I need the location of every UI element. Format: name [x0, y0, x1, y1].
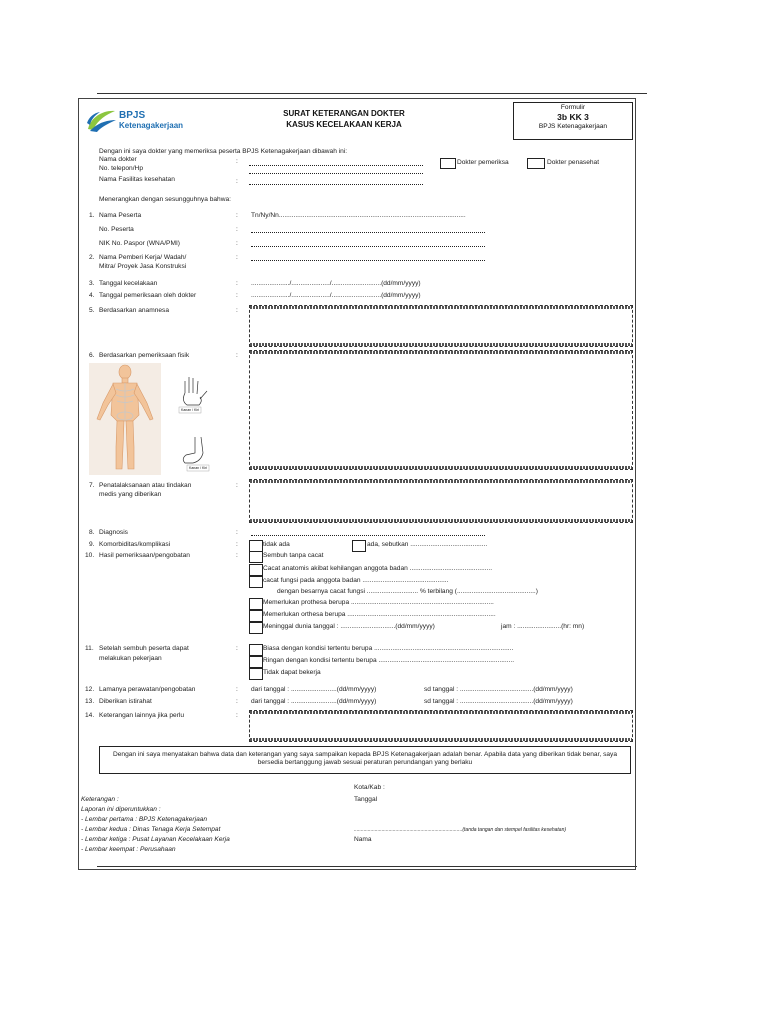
- item-number: 1.: [89, 212, 95, 219]
- fisik-textarea[interactable]: [249, 350, 633, 470]
- meninggal-checkbox[interactable]: [249, 622, 263, 634]
- colon: :: [236, 254, 238, 261]
- biasa-checkbox[interactable]: [249, 644, 263, 656]
- colon: :: [236, 352, 238, 359]
- lamanya-dari-field[interactable]: dari tanggal : .........................(dd/mm/yyyy): [251, 686, 377, 693]
- label-nik: NIK No. Paspor (WNA/PMI): [99, 240, 180, 247]
- colon: :: [236, 280, 238, 287]
- label-anamnesa: Berdasarkan anamnesa: [99, 307, 170, 314]
- item-number: 2.: [89, 254, 95, 261]
- item-number: 3.: [89, 280, 95, 287]
- item-number: 4.: [89, 292, 95, 299]
- anatomis-checkbox[interactable]: [249, 564, 263, 576]
- label-sembuh: Sembuh tanpa cacat: [263, 552, 324, 559]
- label-penatalaksanaan-2: medis yang diberikan: [99, 491, 162, 498]
- item-number: 10.: [85, 552, 95, 559]
- label-pemberi-kerja: Nama Pemberi Kerja/ Wadah/: [99, 254, 187, 261]
- label-pemberi-kerja-2: Mitra/ Proyek Jasa Konstruksi: [99, 263, 187, 270]
- intro-line: Dengan ini saya dokter yang memeriksa peserta BPJS Ketenagakerjaan dibawah ini:: [99, 148, 348, 155]
- footer-kota: Kota/Kab :: [354, 784, 385, 791]
- label-ada-sebutkan: ada, sebutkan ..........................................: [367, 541, 488, 548]
- label-komorbiditas: Komorbiditas/komplikasi: [99, 541, 171, 548]
- colon: :: [236, 178, 238, 185]
- top-rule: [97, 93, 647, 94]
- penatalaksanaan-textarea[interactable]: [249, 479, 633, 523]
- form-code-box: [513, 102, 633, 140]
- nama-dokter-field[interactable]: [249, 165, 423, 166]
- tidak-dapat-checkbox[interactable]: [249, 668, 263, 680]
- label-orthesa: Memerlukan orthesa berupa .................................................................................: [263, 611, 496, 618]
- label-dokter-pemeriksa: Dokter pemeriksa: [457, 159, 509, 166]
- footer-lembar-4: - Lembar keempat : Perusahaan: [81, 846, 176, 853]
- footer-keterangan: Keterangan :: [81, 796, 119, 803]
- colon: :: [236, 552, 238, 559]
- colon: :: [236, 240, 238, 247]
- dokter-penasehat-checkbox[interactable]: [527, 158, 545, 169]
- label-penatalaksanaan: Penatalaksanaan atau tindakan: [99, 482, 192, 489]
- tgl-pemeriksaan-field[interactable]: ...................../...................../...........................(dd/mm/yyyy): [251, 292, 421, 299]
- tgl-kecelakaan-field[interactable]: ...................../...................../...........................(dd/mm/yyyy): [251, 280, 421, 287]
- keterangan-lain-textarea[interactable]: [249, 710, 633, 742]
- item-number: 11.: [85, 645, 94, 652]
- label-hasil: Hasil pemeriksaan/pengobatan: [99, 552, 190, 559]
- colon: :: [236, 292, 238, 299]
- statement-box: [99, 746, 631, 774]
- title-line-1: SURAT KETERANGAN DOKTER: [283, 109, 405, 118]
- label-keterangan-lain: Keterangan lainnya jika perlu: [99, 712, 185, 719]
- footer-tanggal: Tanggal: [354, 796, 378, 803]
- item-number: 14.: [85, 712, 95, 719]
- label-tidak-ada: tidak ada: [263, 541, 290, 548]
- label-nama-peserta: Nama Peserta: [99, 212, 142, 219]
- label-fungsi: cacat fungsi pada anggota badan ...............................................: [263, 577, 449, 584]
- bpjs-logo-icon: [85, 107, 117, 133]
- label-fisik: Berdasarkan pemeriksaan fisik: [99, 352, 190, 359]
- item-number: 8.: [89, 529, 95, 536]
- footer-ttd: ..............................................................................(tanda tangan dan stempel fasilitas kesehatan): [354, 827, 567, 833]
- form-code: 3b KK 3: [557, 112, 589, 122]
- label-dokter-penasehat: Dokter penasehat: [547, 159, 600, 166]
- nik-field[interactable]: [251, 246, 485, 247]
- form-title: [259, 108, 429, 130]
- anamnesa-textarea[interactable]: [249, 305, 633, 347]
- footer-laporan: Laporan ini diperuntukkan :: [81, 806, 161, 813]
- diagnosis-field[interactable]: [251, 535, 485, 536]
- telepon-field[interactable]: [249, 173, 423, 174]
- statement-text: Dengan ini saya menyatakan bahwa data dan keterangan yang saya sampaikan kepada BPJS Ketenagakerjaan adalah benar. Apabila data yang diberikan tidak benar, saya bersedia bertanggung jawab sesuai peraturan perundangan yang berlaku: [112, 751, 618, 766]
- label-diagnosis: Diagnosis: [99, 529, 128, 536]
- label-istirahat: Diberikan istirahat: [99, 698, 152, 705]
- faskes-field[interactable]: [249, 184, 423, 185]
- colon: :: [236, 212, 238, 219]
- nama-peserta-field[interactable]: Tn/Ny/Nn......................................................................................................: [251, 212, 466, 219]
- fungsi-checkbox[interactable]: [249, 576, 263, 588]
- sembuh-checkbox[interactable]: [249, 551, 263, 563]
- ada-checkbox[interactable]: [352, 540, 366, 552]
- item-number: 9.: [89, 541, 95, 548]
- prothesa-checkbox[interactable]: [249, 598, 263, 610]
- colon: :: [236, 686, 238, 693]
- item-number: 13.: [85, 698, 95, 705]
- label-nama-dokter: Nama dokter: [99, 156, 137, 163]
- label-tgl-kecelakaan: Tanggal kecelakaan: [99, 280, 158, 287]
- body-diagram: [89, 363, 229, 475]
- item-number: 7.: [89, 482, 95, 489]
- label-ringan: Ringan dengan kondisi tertentu berupa ..........................................................................: [263, 657, 515, 664]
- title-line-2: KASUS KECELAKAAN KERJA: [286, 120, 402, 129]
- kanan-kiri-label: Kanan / Kiri: [181, 408, 200, 412]
- colon: :: [236, 226, 238, 233]
- colon: :: [236, 158, 238, 165]
- lamanya-sd-field[interactable]: sd tanggal : ........................................(dd/mm/yyyy): [424, 686, 573, 693]
- kanan-kiri-label: Kanan / Kiri: [189, 466, 208, 470]
- menerangkan-line: Menerangkan dengan sesungguhnya bahwa:: [99, 196, 231, 203]
- no-peserta-field[interactable]: [251, 232, 485, 233]
- item-number: 6.: [89, 352, 95, 359]
- label-besarnya: dengan besarnya cacat fungsi ............................ % terbilang (...........................................): [277, 588, 538, 595]
- colon: :: [236, 541, 238, 548]
- form-label: Formulir: [560, 104, 586, 111]
- colon: :: [236, 712, 238, 719]
- footer-lembar-2: - Lembar kedua : Dinas Tenaga Kerja Setempat: [81, 826, 221, 833]
- label-tgl-pemeriksaan: Tanggal pemeriksaan oleh dokter: [99, 292, 197, 299]
- label-lamanya: Lamanya perawatan/pengobatan: [99, 686, 196, 693]
- body-diagram-icon: [89, 363, 229, 475]
- label-tidak-dapat: Tidak dapat bekerja: [263, 669, 321, 676]
- label-jam: jam : ........................(hr: mn): [501, 623, 585, 630]
- logo-text-ketenagakerjaan: Ketenagakerjaan: [119, 121, 184, 130]
- colon: :: [236, 645, 238, 652]
- item-number: 12.: [85, 686, 95, 693]
- label-setelah-sembuh: Setelah sembuh peserta dapat: [99, 645, 189, 652]
- label-anatomis: Cacat anatomis akibat kehilangan anggota badan .............................................: [263, 565, 493, 572]
- colon: :: [236, 698, 238, 705]
- item-number: 5.: [89, 307, 95, 314]
- orthesa-checkbox[interactable]: [249, 610, 263, 622]
- pemberi-kerja-field[interactable]: [251, 260, 485, 261]
- dokter-pemeriksa-checkbox[interactable]: [440, 158, 456, 169]
- bpjs-logo: [85, 107, 235, 133]
- footer-lembar-1: - Lembar pertama : BPJS Ketenagakerjaan: [81, 816, 208, 823]
- ringan-checkbox[interactable]: [249, 656, 263, 668]
- label-faskes: Nama Fasilitas kesehatan: [99, 176, 175, 183]
- istirahat-dari-field[interactable]: dari tanggal : .........................(dd/mm/yyyy): [251, 698, 377, 705]
- logo-text-bpjs: BPJS: [119, 110, 146, 121]
- label-no-peserta: No. Peserta: [99, 226, 134, 233]
- footer-lembar-3: - Lembar ketiga : Pusat Layanan Kecelakaan Kerja: [81, 836, 230, 843]
- footer-nama: Nama: [354, 836, 372, 843]
- form-org: BPJS Ketenagakerjaan: [538, 123, 608, 130]
- colon: :: [236, 307, 238, 314]
- label-prothesa: Memerlukan prothesa berupa ..............................................................................: [263, 599, 494, 606]
- colon: :: [236, 482, 238, 489]
- label-setelah-sembuh-2: melakukan pekerjaan: [99, 655, 162, 662]
- form-sheet: [78, 98, 636, 870]
- istirahat-sd-field[interactable]: sd tanggal : ........................................(dd/mm/yyyy): [424, 698, 573, 705]
- label-meninggal: Meninggal dunia tanggal : ..............................(dd/mm/yyyy): [263, 623, 435, 630]
- colon: :: [236, 529, 238, 536]
- label-biasa: Biasa dengan kondisi tertentu berupa ............................................................................: [263, 645, 514, 652]
- label-telepon: No. telepon/Hp: [99, 165, 143, 172]
